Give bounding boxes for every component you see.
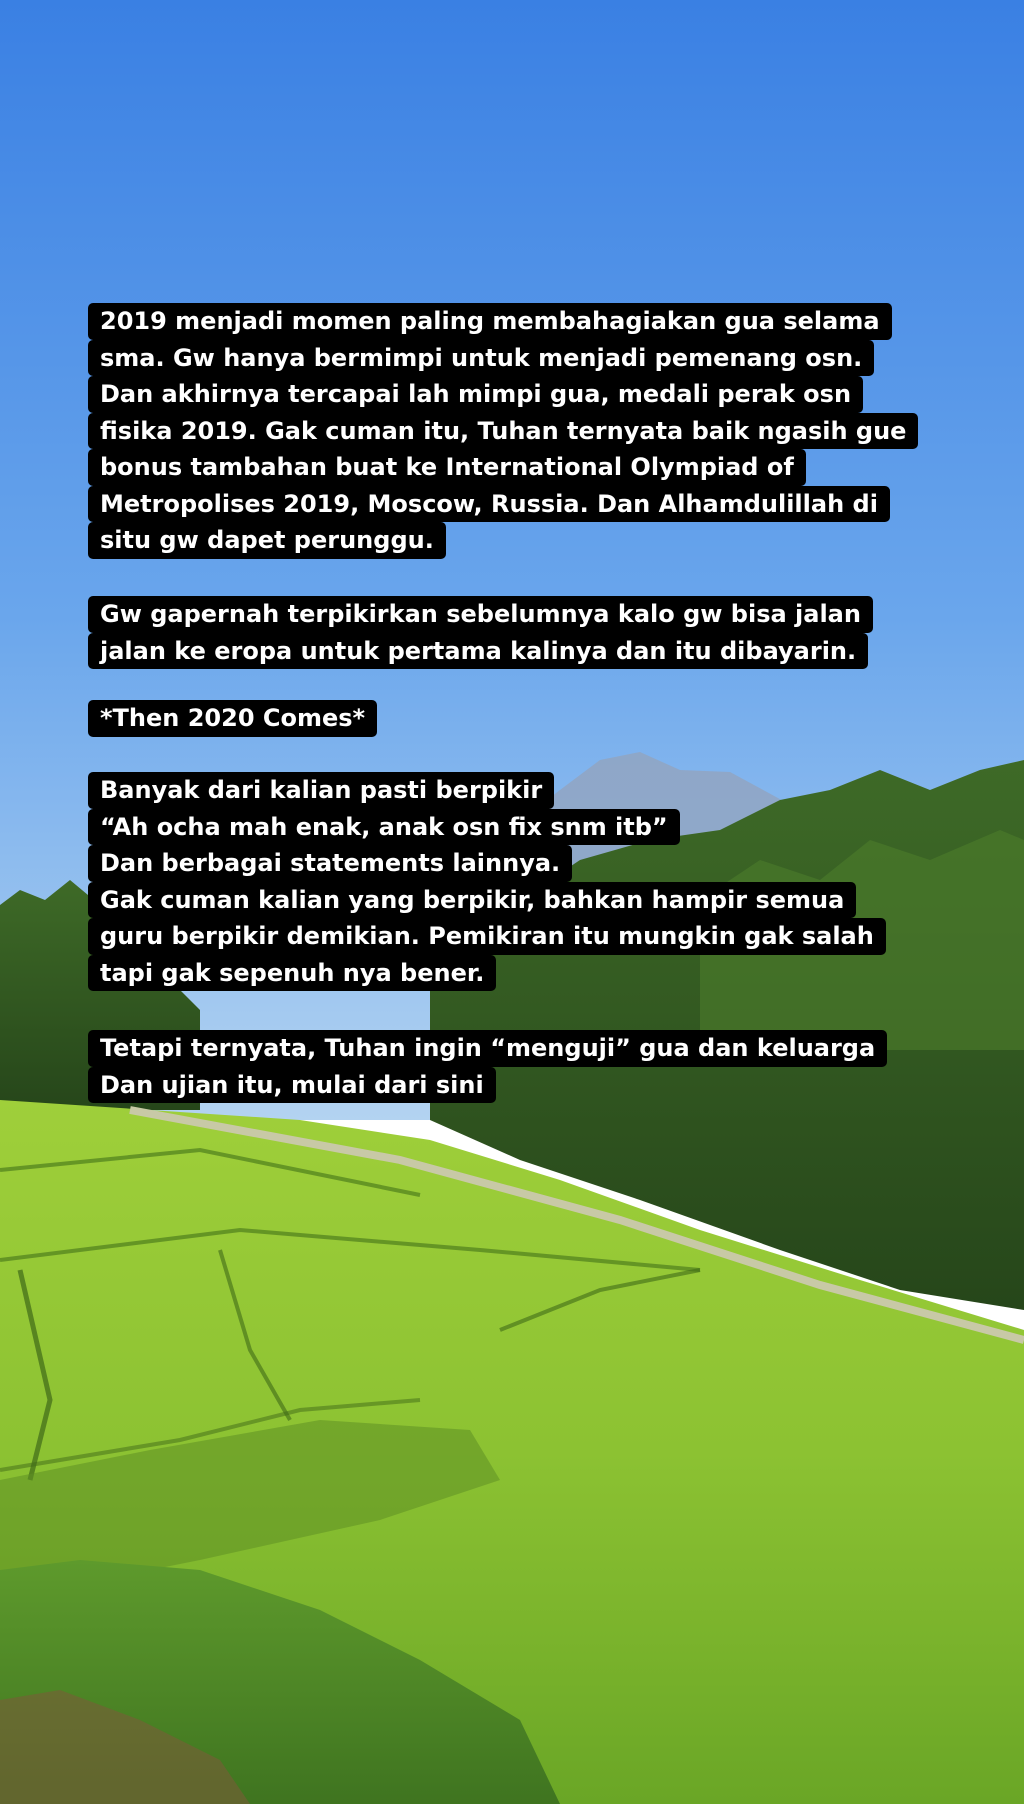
caption-line: jalan ke eropa untuk pertama kalinya dan itu dibayarin. (88, 633, 868, 670)
caption-line: *Then 2020 Comes* (88, 700, 377, 737)
caption-paragraph-1 (88, 303, 918, 559)
caption-line: Dan berbagai statements lainnya. (88, 845, 572, 882)
caption-line: Tetapi ternyata, Tuhan ingin “menguji” gua dan keluarga (88, 1030, 887, 1067)
caption-line: fisika 2019. Gak cuman itu, Tuhan ternyata baik ngasih gue (88, 413, 918, 450)
caption-line: Metropolises 2019, Moscow, Russia. Dan Alhamdulillah di (88, 486, 890, 523)
caption-line: “Ah ocha mah enak, anak osn fix snm itb” (88, 809, 680, 846)
caption-line: Dan akhirnya tercapai lah mimpi gua, medali perak osn (88, 376, 863, 413)
caption-line: 2019 menjadi momen paling membahagiakan gua selama (88, 303, 892, 340)
caption-line: situ gw dapet perunggu. (88, 522, 446, 559)
caption-line: guru berpikir demikian. Pemikiran itu mungkin gak salah (88, 918, 886, 955)
caption-line: Banyak dari kalian pasti berpikir (88, 772, 554, 809)
caption-line: Gak cuman kalian yang berpikir, bahkan hampir semua (88, 882, 856, 919)
caption-line: bonus tambahan buat ke International Olympiad of (88, 449, 806, 486)
caption-paragraph-2 (88, 596, 873, 669)
caption-paragraph-4 (88, 772, 886, 991)
caption-paragraph-5 (88, 1030, 887, 1103)
caption-line: tapi gak sepenuh nya bener. (88, 955, 496, 992)
caption-line: Dan ujian itu, mulai dari sini (88, 1067, 496, 1104)
caption-line: Gw gapernah terpikirkan sebelumnya kalo gw bisa jalan (88, 596, 873, 633)
caption-paragraph-3 (88, 700, 377, 737)
caption-line: sma. Gw hanya bermimpi untuk menjadi pemenang osn. (88, 340, 874, 377)
